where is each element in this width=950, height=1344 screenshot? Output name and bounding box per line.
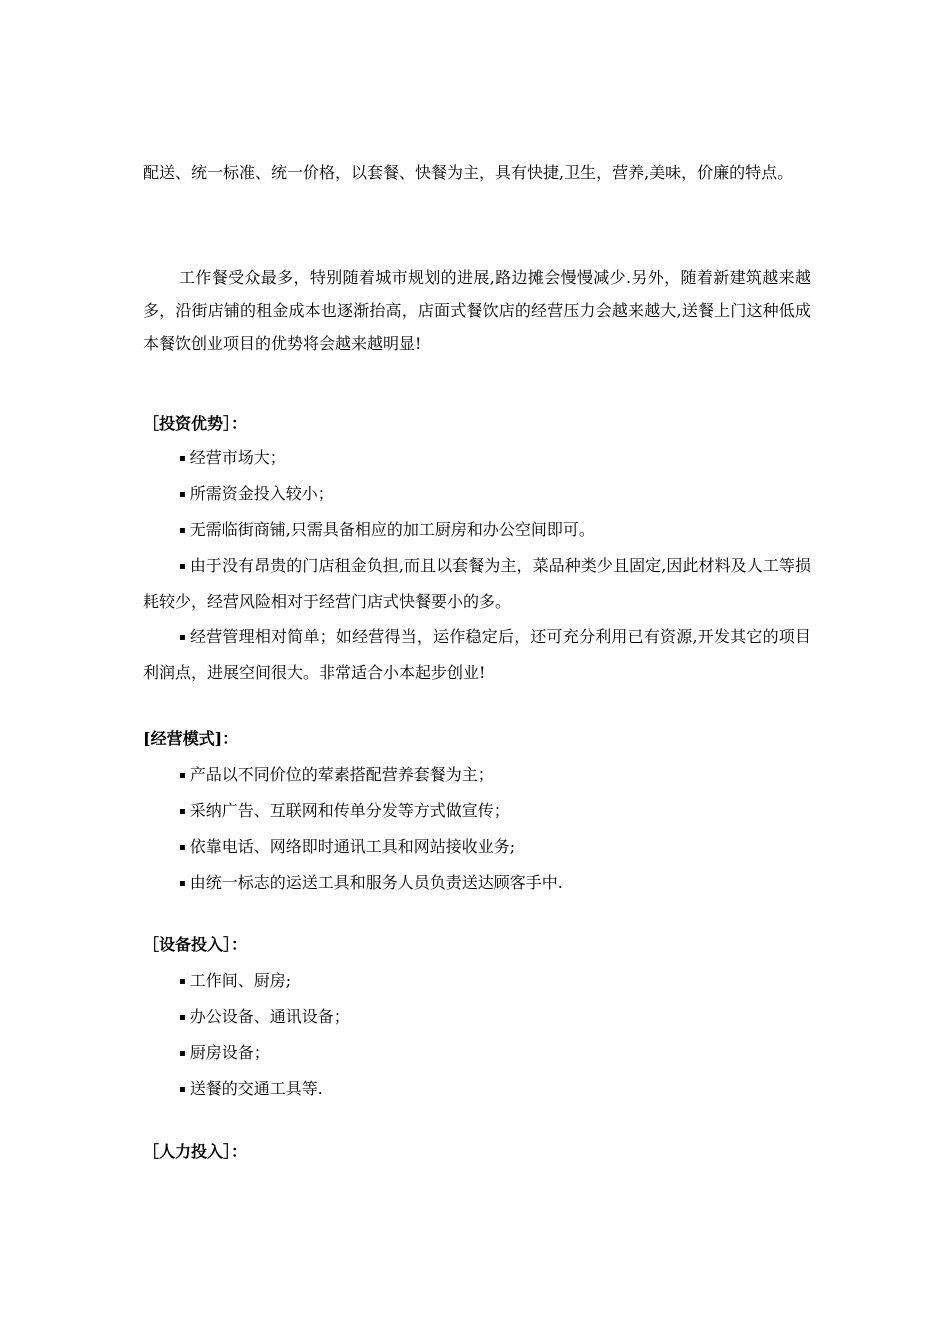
bullet-icon: ▪ — [179, 976, 186, 987]
list-item: ▪ 经营市场大； — [143, 440, 811, 476]
bullet-icon: ▪ — [179, 1048, 186, 1059]
bullet-icon: ▪ — [179, 525, 186, 536]
intro-paragraph-2: 工作餐受众最多，特别随着城市规划的进展,路边摊会慢慢减少.另外，随着新建筑越来越多，沿街店铺的租金成本也逐渐抬高，店面式餐饮店的经营压力会越来越大,送餐上门这种低成本餐饮创业项目的优势将会越来越明显! — [143, 268, 811, 353]
list-item: ▪ 产品以不同价位的荤素搭配营养套餐为主； — [143, 757, 811, 793]
bullet-icon: ▪ — [179, 770, 186, 781]
section-heading-investment-advantages: ［投资优势］： — [143, 414, 248, 433]
bullet-icon: ▪ — [179, 1084, 186, 1095]
list-item: ▪ 采纳广告、互联网和传单分发等方式做宣传； — [143, 793, 811, 829]
bullet-icon: ▪ — [179, 489, 186, 500]
bullet-icon: ▪ — [179, 561, 186, 572]
list-item: ▪ 送餐的交通工具等. — [143, 1071, 811, 1107]
list-item: ▪ 由于没有昂贵的门店租金负担,而且以套餐为主，菜品种类少且固定,因此材料及人工等损耗较少，经营风险相对于经营门店式快餐要小的多。 — [143, 548, 811, 619]
bullet-icon: ▪ — [179, 806, 186, 817]
business-model-list — [143, 757, 811, 901]
equipment-list — [143, 963, 811, 1107]
section-heading-business-model: [经营模式]： — [143, 729, 239, 748]
investment-advantages-list — [143, 440, 811, 690]
list-item: ▪ 所需资金投入较小； — [143, 476, 811, 512]
list-item: ▪ 办公设备、通讯设备； — [143, 999, 811, 1035]
list-item: ▪ 工作间、厨房; — [143, 963, 811, 999]
bullet-icon: ▪ — [179, 453, 186, 464]
bullet-icon: ▪ — [179, 1012, 186, 1023]
intro-paragraph-1: 配送、统一标准、统一价格，以套餐、快餐为主，具有快捷,卫生，营养,美味，价廉的特点。 — [143, 163, 794, 182]
section-heading-equipment: ［设备投入］： — [143, 935, 248, 954]
list-item: ▪ 厨房设备； — [143, 1035, 811, 1071]
list-item: ▪ 由统一标志的运送工具和服务人员负责送达顾客手中. — [143, 865, 811, 901]
bullet-icon: ▪ — [179, 842, 186, 853]
bullet-icon: ▪ — [179, 632, 186, 643]
section-heading-manpower: ［人力投入］： — [143, 1142, 248, 1161]
bullet-icon: ▪ — [179, 878, 186, 889]
list-item: ▪ 无需临街商铺,只需具备相应的加工厨房和办公空间即可。 — [143, 512, 811, 548]
list-item: ▪ 依靠电话、网络即时通讯工具和网站接收业务; — [143, 829, 811, 865]
list-item: ▪ 经营管理相对简单；如经营得当，运作稳定后，还可充分利用已有资源,开发其它的项目利润点，进展空间很大。非常适合小本起步创业! — [143, 619, 811, 690]
